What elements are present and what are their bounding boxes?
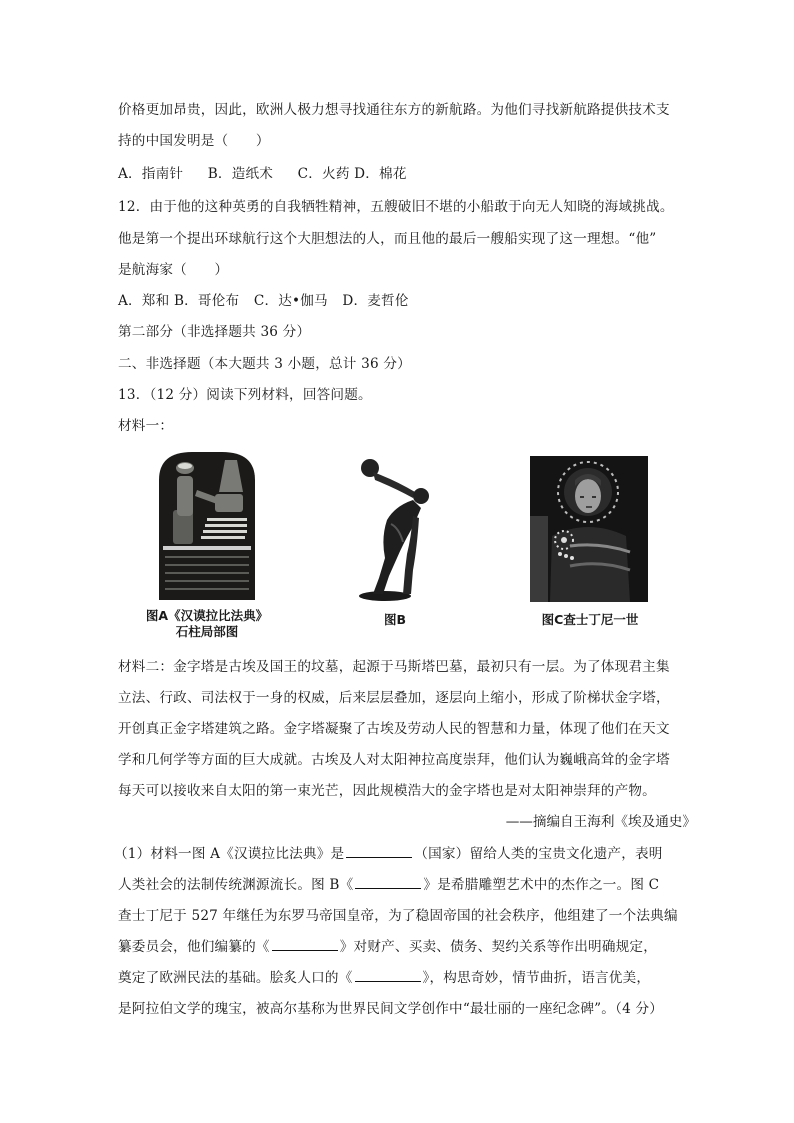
section-subheading: 二、非选择题（本大题共 3 小题，总计 36 分） bbox=[118, 356, 411, 372]
q11-options bbox=[118, 165, 407, 183]
q12-stem-line-2: 他是第一个提出环球航行这个大胆想法的人，而且他的最后一艘船实现了这一理想。“他” bbox=[118, 231, 657, 247]
sub-question-1-line-6: 是阿拉伯文学的瑰宝，被高尔基称为世界民间文学创作中“最壮丽的一座纪念碑”。（4 分） bbox=[118, 1001, 664, 1017]
answer-blank-statue[interactable] bbox=[355, 876, 421, 889]
answer-blank-literature[interactable] bbox=[355, 969, 421, 982]
figure-b-caption: 图B bbox=[383, 612, 407, 627]
material-2-line-2: 立法、行政、司法权于一身的权威，后来层层叠加，逐层向上缩小，形成了阶梯状金字塔， bbox=[118, 690, 670, 706]
text-segment: 奠定了欧洲民法的基础。脍炙人口的《 bbox=[118, 970, 353, 986]
answer-blank-country[interactable] bbox=[346, 845, 412, 858]
q12-option-d[interactable]: D．麦哲伦 bbox=[342, 293, 409, 309]
q11-option-d[interactable]: D．棉花 bbox=[354, 166, 407, 182]
text-segment: 人类社会的法制传统渊源流长。图 B《 bbox=[118, 877, 354, 893]
text-segment: 纂委员会，他们编纂的《 bbox=[118, 939, 270, 955]
q12-options bbox=[118, 292, 409, 310]
figure-c-caption: 图C查士丁尼一世 bbox=[541, 612, 639, 627]
material-1-label: 材料一： bbox=[118, 418, 174, 434]
sub-question-1-line-5 bbox=[118, 969, 650, 987]
q11-stem-line-2: 持的中国发明是（ ） bbox=[118, 133, 270, 149]
material-2-source: ——摘编自王海利《埃及通史》 bbox=[505, 814, 696, 830]
sub-question-1-line-4 bbox=[118, 938, 657, 956]
discus-thrower-statue-image bbox=[355, 458, 435, 603]
sub-question-1-line-1 bbox=[114, 845, 663, 863]
figure-a-caption-line-1: 图A《汉谟拉比法典》 bbox=[145, 608, 269, 623]
figure-a-caption bbox=[122, 608, 292, 640]
text-segment: （1）材料一图 A《汉谟拉比法典》是 bbox=[114, 846, 345, 862]
material-2-line-5: 每天可以接收来自太阳的第一束光芒，因此规模浩大的金字塔也是对太阳神崇拜的产物。 bbox=[118, 783, 656, 799]
q11-option-a[interactable]: A．指南针 bbox=[118, 166, 184, 182]
q11-option-b[interactable]: B．造纸术 bbox=[207, 166, 274, 182]
q12-option-a[interactable]: A．郑和 bbox=[118, 293, 170, 309]
material-2-line-4: 学和几何学等方面的巨大成就。古埃及人对太阳神拉高度崇拜，他们认为巍峨高耸的金字塔 bbox=[118, 752, 670, 768]
text-segment: 》是希腊雕塑艺术中的杰作之一。图 C bbox=[423, 877, 660, 893]
figure-a-caption-line-2: 石柱局部图 bbox=[175, 624, 239, 639]
q12-option-b[interactable]: B．哥伦布 bbox=[173, 293, 240, 309]
q11-option-c[interactable]: C．火药 bbox=[297, 166, 350, 182]
material-2-line-1: 材料二：金字塔是古埃及国王的坟墓，起源于马斯塔巴墓，最初只有一层。为了体现君主集 bbox=[118, 659, 670, 675]
q13-intro: 13．（12 分）阅读下列材料，回答问题。 bbox=[118, 387, 372, 403]
q12-stem-line-3: 是航海家（ ） bbox=[118, 262, 229, 278]
sub-question-1-line-3: 查士丁尼于 527 年继任为东罗马帝国皇帝，为了稳固帝国的社会秩序，他组建了一个法典编 bbox=[118, 908, 678, 924]
q12-option-c[interactable]: C．达•伽马 bbox=[253, 293, 328, 309]
text-segment: 》，构思奇妙，情节曲折，语言优美， bbox=[422, 970, 651, 986]
stele-image bbox=[157, 450, 257, 600]
section-heading: 第二部分（非选择题共 36 分） bbox=[118, 324, 311, 340]
material-2-line-3: 开创真正金字塔建筑之路。金字塔凝聚了古埃及劳动人民的智慧和力量，体现了他们在天文 bbox=[118, 721, 670, 737]
q12-stem-line-1: 12．由于他的这种英勇的自我牺牲精神，五艘破旧不堪的小船敢于向无人知晓的海域挑战。 bbox=[118, 199, 674, 215]
text-segment: （国家）留给人类的宝贵文化遗产，表明 bbox=[414, 846, 663, 862]
q11-stem-line-1: 价格更加昂贵，因此，欧洲人极力想寻找通往东方的新航路。为他们寻找新航路提供技术支 bbox=[118, 102, 670, 118]
text-segment: 》对财产、买卖、债务、契约关系等作出明确规定， bbox=[339, 939, 657, 955]
sub-question-1-line-2 bbox=[118, 876, 659, 894]
answer-blank-code[interactable] bbox=[272, 938, 338, 951]
justinian-mosaic-image bbox=[530, 456, 648, 602]
